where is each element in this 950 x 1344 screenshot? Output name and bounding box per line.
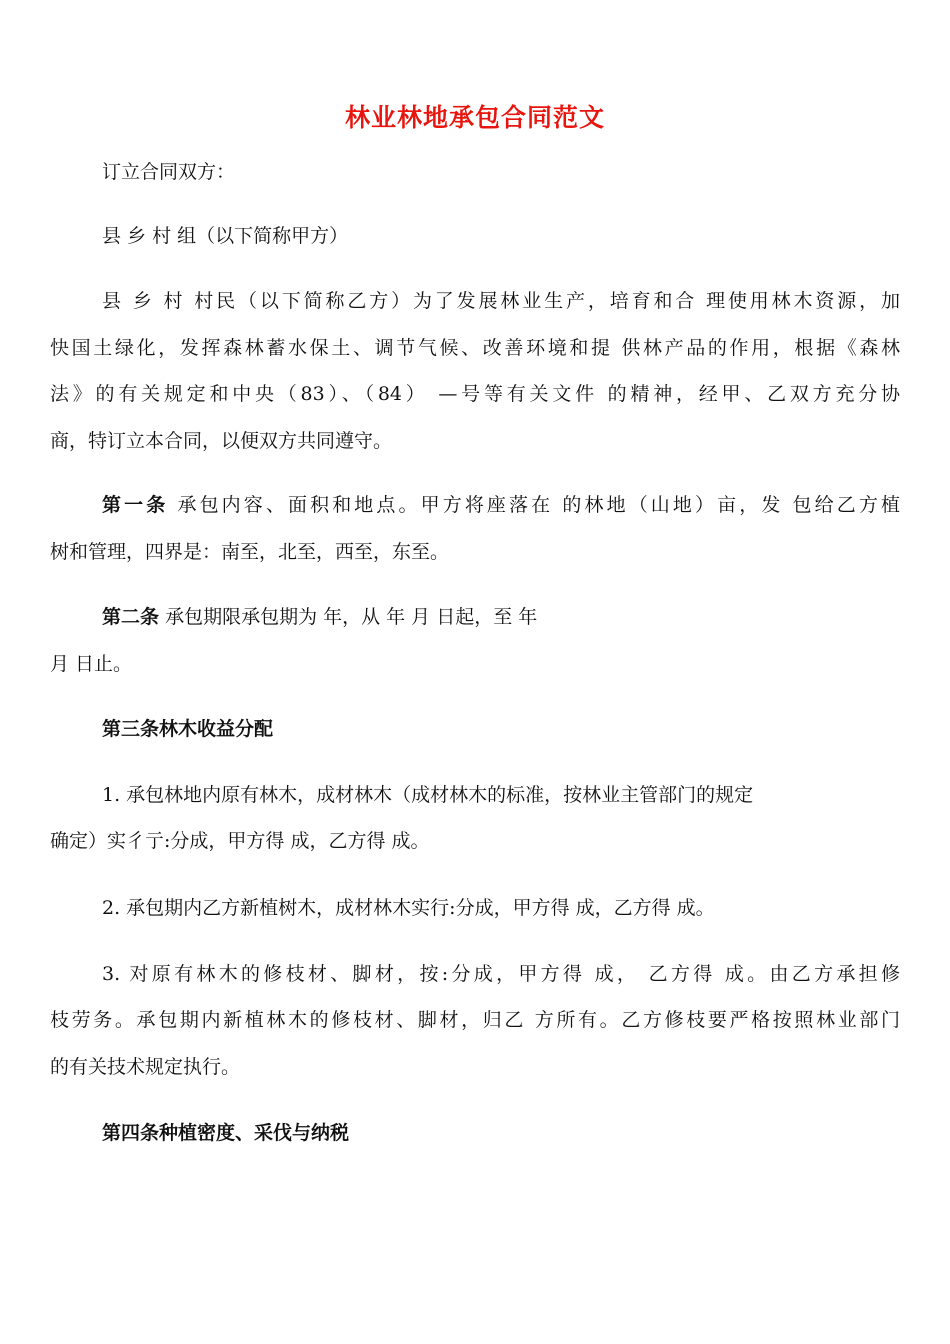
article-3-item-2-line-1: 2. 承包期内乙方新植树木，成材林木实行:分成，甲方得 成，乙方得 成。 (102, 897, 715, 919)
article-3-item-3-line-3: 的有关技术规定执行。 (50, 1056, 241, 1078)
article-2-line-1 (102, 605, 900, 629)
party-b-line-1: 县 乡 村 村民（以下简称乙方）为了发展林业生产，培育和合 理使用林木资源，加 (102, 290, 900, 312)
article-1-text: 承包内容、面积和地点。甲方将座落在 的林地（山地）亩，发 包给乙方植 (177, 494, 900, 516)
article-2-line-2: 月 日止。 (50, 653, 133, 675)
article-1-heading: 第一条 (102, 494, 169, 516)
party-b-line-2: 快国土绿化，发挥森林蓄水保土、调节气候、改善环境和提 供林产品的作用，根据《森林 (50, 337, 900, 359)
article-2-heading: 第二条 (102, 606, 160, 628)
document-title: 林业林地承包合同范文 (344, 103, 605, 132)
article-3-item-3-line-2: 枝劳务。承包期内新植林木的修枝材、脚材，归乙 方所有。乙方修枝要严格按照林业部门 (50, 1009, 900, 1031)
article-1-line-2: 树和管理，四界是：南至，北至，西至，东至。 (50, 541, 450, 563)
article-2-text: 承包期限承包期为 年，从 年 月 日起，至 年 (165, 606, 538, 628)
party-a-line: 县 乡 村 组（以下简称甲方） (102, 225, 349, 247)
party-b-line-4: 商，特订立本合同，以便双方共同遵守。 (50, 430, 393, 452)
article-1-line-1 (102, 493, 900, 517)
party-b-line-3: 法》的有关规定和中央（83）、（84） —号等有关文件 的精神，经甲、乙双方充分协 (50, 383, 900, 405)
article-3-item-3-line-1: 3. 对原有林木的修枝材、脚材，按:分成，甲方得 成， 乙方得 成。由乙方承担修 (102, 963, 900, 985)
article-3-item-1-line-2: 确定）实彳亍:分成，甲方得 成，乙方得 成。 (50, 830, 430, 852)
article-4-heading: 第四条种植密度、采伐与纳税 (102, 1122, 350, 1144)
article-3-item-1-line-1: 1. 承包林地内原有林木，成材林木（成材林木的标准，按林业主管部门的规定 (102, 784, 754, 806)
parties-label: 订立合同双方： (102, 161, 236, 183)
article-3-heading: 第三条林木收益分配 (102, 718, 274, 740)
